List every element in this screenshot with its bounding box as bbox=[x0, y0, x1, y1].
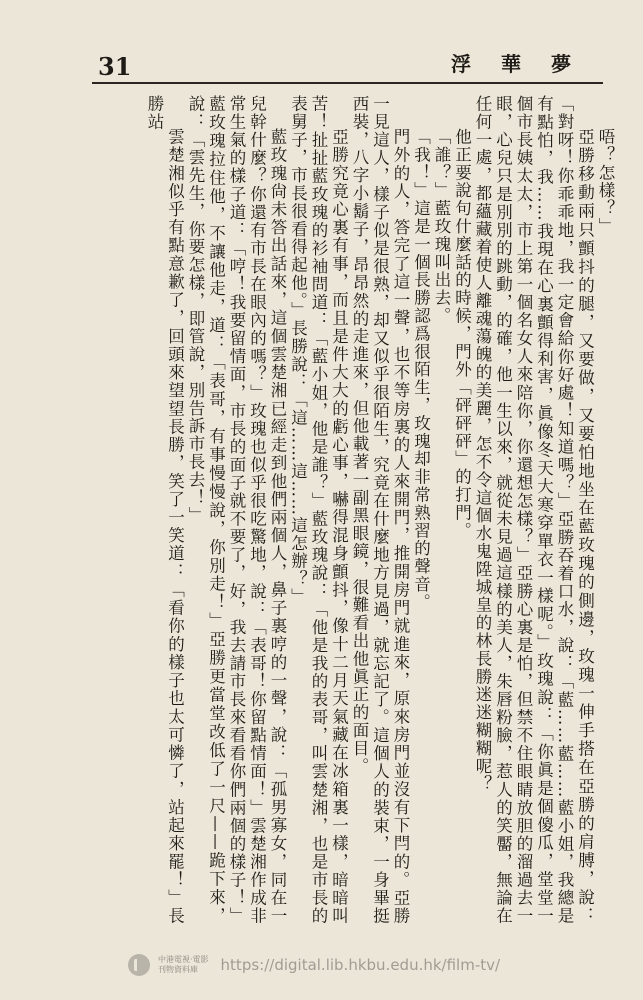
paragraph: 「誰？」藍玫瑰叫出去。 bbox=[432, 128, 451, 325]
watermark-url[interactable]: https://digital.lib.hkbu.edu.hk/film-tv/ bbox=[220, 956, 501, 974]
paragraph: 「我！」這是一個長勝認爲很陌生，玫瑰却非常熟習的聲音。 bbox=[411, 128, 431, 612]
paragraph: 門外的人，答完了這一聲，也不等房裏的人來開門，推開房門就進來，原來房門並沒有下閂的。亞勝一見這人，樣子似是很熟，却又似乎很陌生，究竟在什麼地方見過，就忘記了。這個人的裝束，一身畢挺西裝，八字小鬍子，昂昂然的走進來，但他載著一副黑眼鏡，很難看出他眞正的面目。 bbox=[350, 95, 410, 925]
paragraph: 他正要說句什麼話的時候，門外「砰砰砰」的打門。 bbox=[452, 128, 472, 540]
page-number: 31 bbox=[98, 52, 132, 81]
running-header-title: 浮華夢 bbox=[451, 52, 601, 76]
header-rule bbox=[92, 82, 603, 84]
library-watermark bbox=[128, 954, 500, 976]
body-text bbox=[100, 95, 615, 925]
paragraph: 雲楚湘似乎有點意歉了，回頭來望望長勝，笑了一笑道：「看你的樣子也太可憐了，站起來罷！」長勝站 bbox=[145, 95, 185, 925]
library-logo-icon bbox=[128, 954, 150, 976]
paragraph: 亞勝移動兩只顫抖的腿，又要做，又要怕地坐在藍玫瑰的側邊，玫瑰一伸手搭在亞勝的肩膊，說：「對呀！你乖乖地，我一定會給你好處！知道嗎？」亞勝吞着口水，說：「藍……藍……藍小姐，我總是有點怕，我……我現在心裏顫得利害，眞像冬天大寒穿單衣一樣呢。」玫瑰說：「你眞是個傻瓜，堂堂一個市長姨太太，市上第一個名女人來陪你，你還想怎樣？」亞勝心裏是怕，但禁不住眼睛放胆的溜過去一眼，心兒只是別別的跳動，的確，他一生以來，就從未見過這樣的美人，朱唇粉臉，惹人的笑靨，無論在任何一處，都蘊藏着使人離魂蕩魄的美麗，怎不令這個水鬼陞城皇的林長勝迷迷糊糊呢？ bbox=[473, 95, 595, 925]
paragraph: 唔？怎樣？」 bbox=[596, 128, 615, 236]
paragraph: 亞勝究竟心裏有事，而且是件大大的虧心事，嚇得混身顫抖，像十二月天氣藏在冰箱裏一樣，暗暗叫苦！扯扯藍玫瑰的衫袖問道：「藍小姐，他是誰？」藍玫瑰說：「他是我的表哥，叫雲楚湘，也是市長的表舅子，市長很看得起他。」長勝說：「這……這……這怎辦？」 bbox=[288, 95, 349, 925]
logo-line-2: 刊物資料庫 bbox=[158, 965, 198, 974]
library-logo-text bbox=[158, 955, 209, 975]
logo-line-1: 中港電視‧電影 bbox=[158, 955, 209, 964]
paragraph: 藍玫瑰尙未答出話來，這個雲楚湘已經走到他們兩個人，鼻子裏哼的一聲，說：「孤男寡女，同在一兒幹什麼？你還有市長在眼內的嗎？」玫瑰也似乎很吃驚地，說：「表哥！你留點情面！」雲楚湘作成非常生氣的樣子道：「哼！我要留情面，市長的面子就不要了，好，我去請市長來看看你們兩個的樣子！」藍玫瑰拉住他，不讓他走，道：「表哥，有事慢慢說，你別走！」亞勝更當堂改低了一尺——跪下來，說：「雲先生，你要怎樣，即管說，別告訴市長去！」 bbox=[186, 95, 287, 925]
